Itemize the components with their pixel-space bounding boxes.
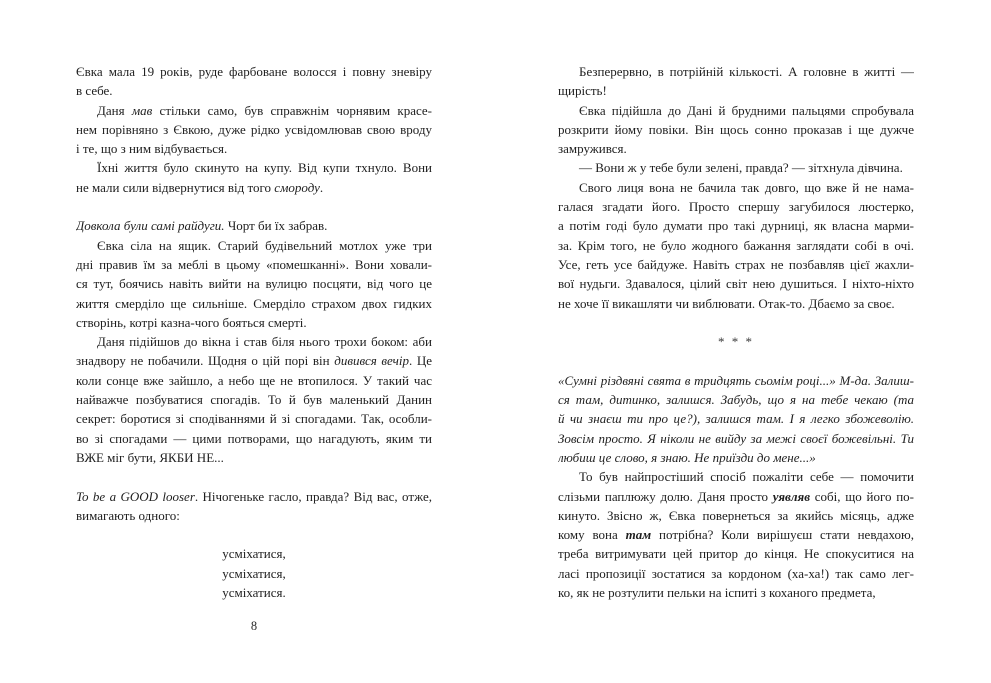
text-run: Євка підійшла до Дані й брудними пальцями спробувала (579, 102, 914, 118)
text-run: уявляв (772, 488, 811, 504)
text-run: найважче позбуватися спогадів. То й був маленький Данин (76, 392, 432, 408)
text-run: потрібна? Коли вирішуєш стати невдахою, (651, 527, 914, 543)
text-line (558, 487, 914, 506)
text-run: створінь, котрі казна-чого бояться смерті. (76, 314, 307, 330)
text-line (76, 409, 432, 428)
text-line (76, 139, 432, 158)
text-run: слізьми паплюжу долю. Даня просто (558, 488, 773, 504)
text-line (76, 158, 432, 177)
text-line (76, 544, 432, 563)
text-line (76, 274, 432, 293)
text-line (558, 429, 914, 448)
text-run: галася згадати його. Просто спершу загубилося люстерко, (558, 199, 914, 215)
text-line (558, 139, 914, 158)
text-run: собі, що його по- (810, 488, 914, 504)
text-line (558, 158, 914, 177)
text-run: усміхатися, (222, 546, 286, 562)
text-run: . Це (408, 353, 432, 369)
text-run: Зовсім просто. Я ніколи не вийду за межі своєї божевільні. Ти (558, 430, 914, 446)
text-run: вої нудьги. Здавалося, цілий світ нею душиться. І ніхто-ніхто (558, 276, 914, 292)
text-run: Свого лиця вона не бачила так довго, що вже й не нама- (579, 179, 914, 195)
left-page-text (76, 62, 432, 602)
text-run: ко, як не розтулити пельки на іспиті з коханого предмета, (558, 585, 876, 601)
text-line (558, 467, 914, 486)
text-line (76, 216, 432, 235)
text-run: ся там, дитинко, залишся. Забудь, що я на тебе чекаю (та (558, 392, 914, 408)
text-line (558, 583, 914, 602)
text-line (558, 564, 914, 583)
text-run: дні правив їм за меблі в цьому «помешканні». Вони ховали- (76, 256, 432, 272)
paragraph (76, 544, 432, 602)
text-run: життя смерділо ще сильніше. Смерділо страхом двох гидких (76, 295, 432, 311)
text-line (76, 313, 432, 332)
text-line (76, 371, 432, 390)
text-run: мав (131, 102, 153, 118)
text-run: розкрити йому повіки. Він щось сонно проказав і ще дужче (558, 121, 914, 137)
text-run: кому вона (558, 527, 626, 543)
text-line (76, 583, 432, 602)
paragraph (558, 467, 914, 602)
text-line (76, 120, 432, 139)
text-line (76, 178, 432, 197)
text-run: ласі пропозиції зостатися за кордоном (ха-ха!) так само лег- (558, 565, 914, 581)
text-run: дивився вечір (334, 353, 409, 369)
paragraph (558, 101, 914, 159)
text-run: Усе, геть усе байдуже. Навіть страх не позбавляв цієї жахли- (558, 256, 914, 272)
paragraph (558, 178, 914, 313)
text-run: ся тут, боячись навіть вийти на вулицю посцяти, від чого це (76, 276, 432, 292)
text-run: любиш це слово, я знаю. Не приїзди до мене...» (558, 449, 816, 465)
text-run: * * * (718, 334, 754, 350)
text-run: і те, що з ним відбувається. (76, 141, 228, 157)
text-run: там (625, 527, 652, 543)
text-run: Довкола були самі райдуги. (76, 218, 225, 234)
text-run: секрет: боротися зі сподіваннями й зі спогадами. Так, особли- (76, 411, 432, 427)
text-run: треба витримувати цей притор до кінця. Не спокуситися на (558, 546, 914, 562)
text-run: замружився. (558, 141, 627, 157)
text-run: в себе. (76, 83, 113, 99)
text-run: щирість! (558, 83, 607, 99)
text-run: Чорт би їх забрав. (224, 218, 328, 234)
text-line (558, 236, 914, 255)
paragraph (558, 371, 914, 467)
text-line (76, 255, 432, 274)
text-line (558, 101, 914, 120)
text-line (558, 81, 914, 100)
text-run: вимагають одного: (76, 507, 180, 523)
paragraph (558, 62, 914, 101)
paragraph (558, 332, 914, 351)
text-run: Євка сіла на ящик. Старий будівельний мотлох уже три (97, 237, 432, 253)
text-run: ВЖЕ міг бути, ЯКБИ НЕ... (76, 449, 224, 465)
text-line (76, 390, 432, 409)
text-line (76, 564, 432, 583)
text-run: во зі спогадами — цими потворами, що нагадують, яким ти (76, 430, 432, 446)
text-line (558, 332, 914, 351)
text-line (558, 544, 914, 563)
paragraph (76, 101, 432, 159)
text-line (558, 178, 914, 197)
text-line (558, 506, 914, 525)
text-run: за. Крім того, не було жодного бажання заглядати собі в очі. (558, 237, 914, 253)
text-line (558, 294, 914, 313)
text-run: не мали сили відвернутися від того (76, 179, 275, 195)
text-line (558, 197, 914, 216)
text-run: коли сонце вже зайшло, а небо ще не втопилося. У такий час (76, 372, 432, 388)
paragraph (76, 158, 432, 197)
paragraph (76, 332, 432, 467)
text-line (558, 448, 914, 467)
text-line (76, 62, 432, 81)
text-line (76, 487, 432, 506)
text-run: Безперервно, в потрійній кількості. А головне в житті — (579, 64, 914, 79)
text-line (558, 255, 914, 274)
text-run: Євка мала 19 років, руде фарбоване волосся і повну зневіру (76, 64, 432, 79)
text-run: — Вони ж у тебе були зелені, правда? — зітхнула дівчина. (579, 160, 903, 176)
text-run: смороду (274, 179, 320, 195)
text-run: й чи знаєш ти про це?), залишся там. І я легко збожеволію. (558, 411, 914, 427)
text-line (76, 236, 432, 255)
text-run: усміхатися, (222, 565, 286, 581)
text-run: Їхні життя було скинуто на купу. Від купи тхнуло. Вони (97, 160, 432, 176)
text-line (558, 409, 914, 428)
text-line (76, 101, 432, 120)
text-run: To be a GOOD looser (76, 488, 195, 504)
text-line (76, 429, 432, 448)
page-number: 8 (250, 619, 258, 633)
right-page-text (558, 62, 914, 602)
text-line (76, 332, 432, 351)
text-line (76, 294, 432, 313)
text-run: Даня (97, 102, 132, 118)
text-line (76, 448, 432, 467)
text-run: усміхатися. (222, 585, 286, 601)
text-run: . (319, 179, 324, 195)
text-run: То був найпростіший спосіб пожаліти себе — помочити (579, 469, 914, 485)
paragraph (558, 158, 914, 177)
paragraph (76, 216, 432, 235)
paragraph (76, 62, 432, 101)
text-run: знадвору не побачили. Щодня о цій порі він (76, 353, 335, 369)
text-line (558, 274, 914, 293)
text-run: кинуто. Звісно ж, Євка повернеться за якийсь місяць, адже (558, 507, 914, 523)
text-line (558, 525, 914, 544)
text-line (558, 216, 914, 235)
text-line (558, 62, 914, 81)
text-run: нем порівняно з Євкою, дуже рідко усвідомлював свою вроду (76, 121, 432, 137)
text-line (76, 81, 432, 100)
text-line (76, 506, 432, 525)
text-run: а потім годі було думати про такі дурниці, як власна марми- (558, 218, 914, 234)
text-run: стільки само, був справжнім чорнявим красе- (152, 102, 432, 118)
paragraph (76, 236, 432, 332)
text-line (558, 120, 914, 139)
text-run: Даня підійшов до вікна і став біля нього трохи боком: аби (97, 334, 432, 350)
text-line (558, 390, 914, 409)
text-run: . Нічогеньке гасло, правда? Від вас, отже, (194, 488, 432, 504)
text-line (76, 351, 432, 370)
text-run: «Сумні різдвяні свята в тридцять сьомім році...» М-да. Залиш- (558, 372, 914, 388)
paragraph (76, 487, 432, 526)
text-line (558, 371, 914, 390)
text-run: не хоче її викашляти чи виблювати. Отак-то. Дбаємо за своє. (558, 295, 895, 311)
